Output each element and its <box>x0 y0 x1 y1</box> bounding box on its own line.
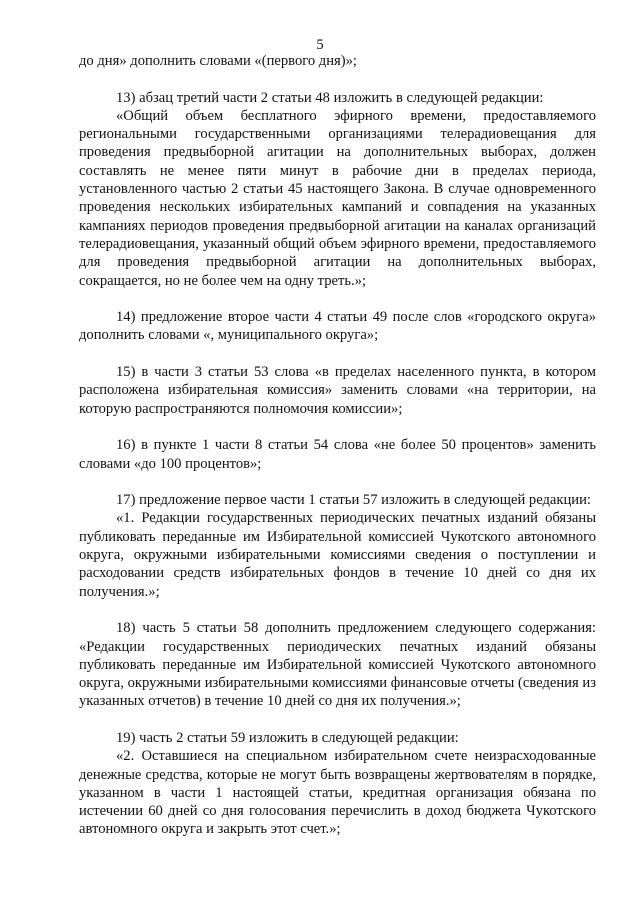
amendment-14: 14) предложение второе части 4 статьи 49 после слов «городского округа» дополнить словами «, муниципального округа»; <box>79 309 596 344</box>
paragraph-gap <box>79 345 596 363</box>
amendment-15: 15) в части 3 статьи 53 слова «в пределах населенного пункта, в котором расположена избирательная комиссия» заменить словами «на территории, на которую распространяются полномочия комиссии»; <box>79 364 596 417</box>
paragraph-gap <box>79 711 596 729</box>
amendment-17-text: «1. Редакции государственных периодических печатных изданий обязаны публиковать переданные им Избирательной комиссией Чукотского автономного округа, окружными избирательными комиссиями сведения о поступлении и расходовании средств избирательных фондов в течение 10 дней со дня их получения.»; <box>79 510 596 600</box>
amendment-13-text: «Общий объем бесплатного эфирного времени, предоставляемого региональными государственными организациями телерадиовещания для проведения предвыборной агитации на дополнительных выборах, должен составлять не менее пяти минут в рабочие дни в пределах периода, установленного частью 2 статьи 45 настоящего Закона. В случае одновременного проведения нескольких избирательных кампаний и совпадения на указанных кампаниях периодов проведения предвыборной агитации на каналах организаций телерадиовещания, указанный общий объем эфирного времени, предоставляемого для проведения предвыборной агитации на дополнительных выборах, сокращается, но не более чем на одну треть.»; <box>79 107 596 289</box>
paragraph-continuation: до дня» дополнить словами «(первого дня)»; <box>79 53 357 69</box>
amendment-18: 18) часть 5 статьи 58 дополнить предложением следующего содержания: «Редакции государственных периодических печатных изданий обязаны публиковать переданные им Избирательной комиссией Чукотского автономного округа, окружными избирательными комиссиями финансовые отчеты (сведения из указанных отчетов) в течение 10 дней со дня их получения.»; <box>79 620 596 710</box>
amendment-17-heading: 17) предложение первое части 1 статьи 57 изложить в следующей редакции: <box>116 492 591 509</box>
paragraph-gap <box>79 70 596 88</box>
amendment-19-text: «2. Оставшиеся на специальном избирательном счете неизрасходованные денежные средства, которые не могут быть возвращены жертвователям в порядке, указанном в части 1 настоящей статьи, кредитная организация обязана по истечении 60 дней со дня голосования перечислить в доход бюджета Чукотского автономного округа и закрыть этот счет.»; <box>79 748 596 838</box>
amendment-13-heading: 13) абзац третий части 2 статьи 48 изложить в следующей редакции: <box>116 89 544 106</box>
paragraph-gap <box>79 473 596 491</box>
paragraph-gap <box>79 601 596 619</box>
document-body <box>79 52 596 839</box>
amendment-16: 16) в пункте 1 части 8 статьи 54 слова «не более 50 процентов» заменить словами «до 100 процентов»; <box>79 437 596 472</box>
amendment-19-heading: 19) часть 2 статьи 59 изложить в следующей редакции: <box>116 729 459 746</box>
paragraph-gap <box>79 418 596 436</box>
page-number: 5 <box>316 37 324 53</box>
paragraph-gap <box>79 290 596 308</box>
